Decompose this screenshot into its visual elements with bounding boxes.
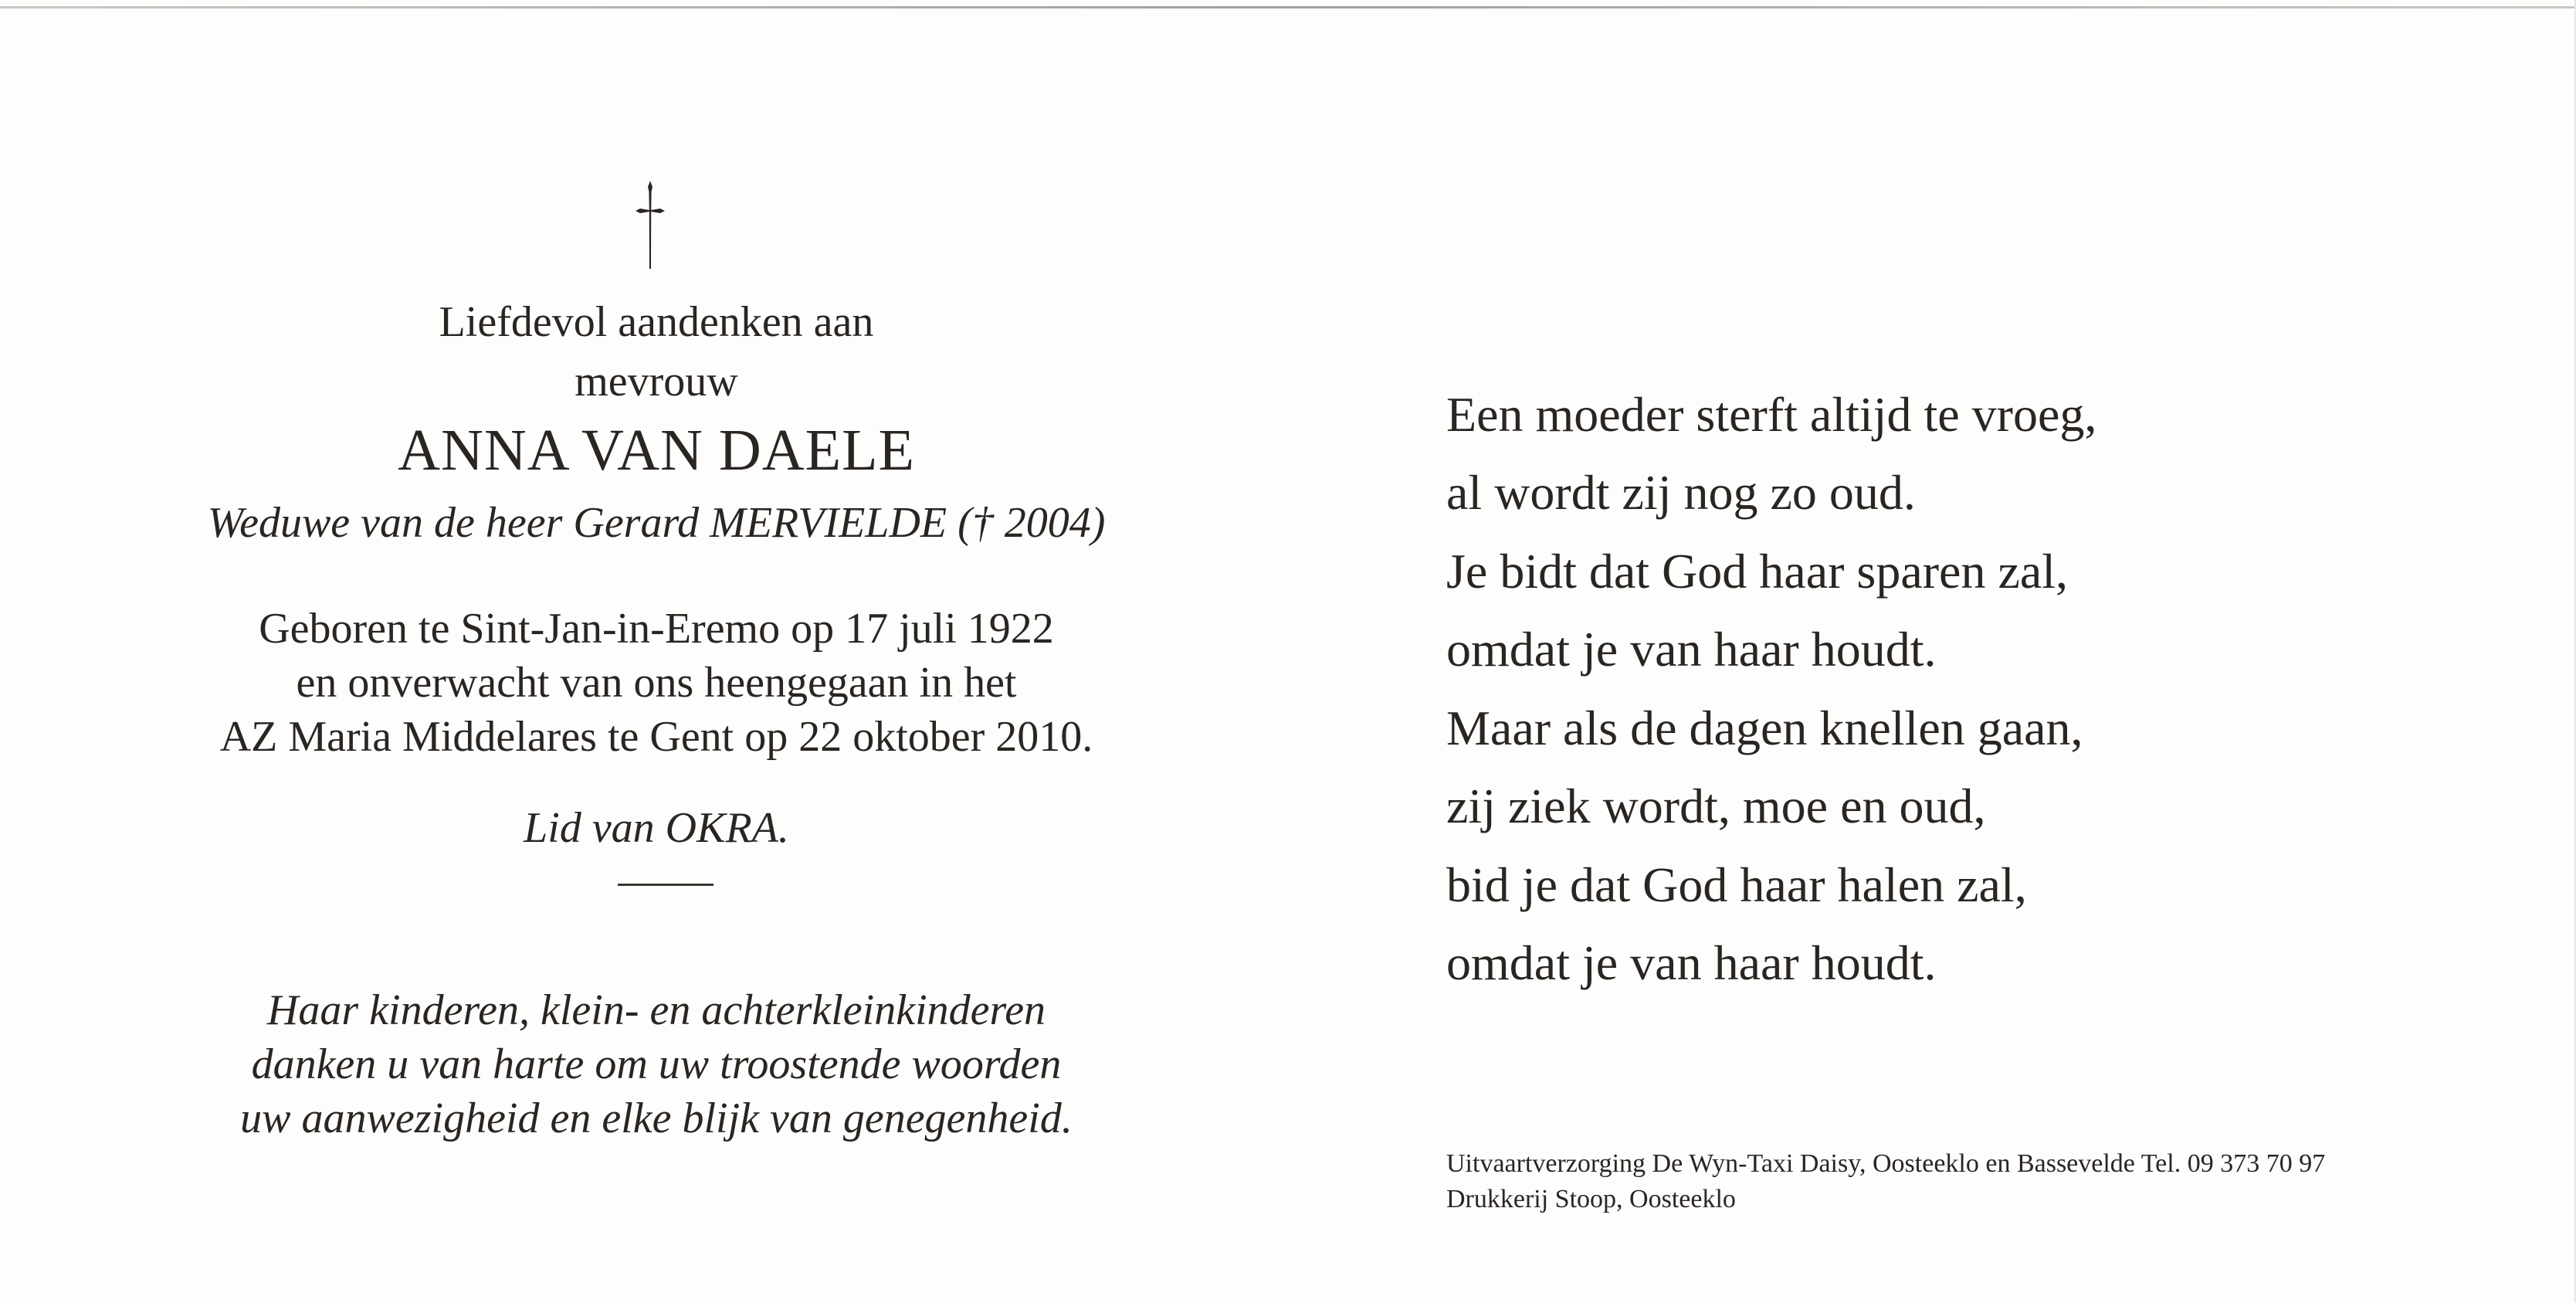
deceased-name: ANNA VAN DAELE [398, 418, 915, 483]
poem-line: Een moeder sterft altijd te vroeg, [1446, 387, 2097, 442]
poem-line: bid je dat God haar halen zal, [1446, 857, 2027, 912]
latin-cross-icon [634, 179, 666, 270]
title-prefix: mevrouw [575, 358, 738, 405]
poem-line: zij ziek wordt, moe en oud, [1446, 779, 1986, 833]
thanks-line: danken u van harte om uw troostende woorden [251, 1040, 1062, 1088]
death-line-2: AZ Maria Middelares te Gent op 22 oktober 2010. [219, 713, 1093, 761]
thanks-line: Haar kinderen, klein- en achterkleinkinderen [266, 986, 1046, 1034]
spouse-line: Weduwe van de heer Gerard MERVIELDE († 2004) [207, 499, 1106, 547]
poem-line: omdat je van haar houdt. [1446, 622, 1937, 677]
poem-line: Maar als de dagen knellen gaan, [1446, 701, 2083, 755]
poem-line: omdat je van haar houdt. [1446, 935, 1937, 990]
printer-line: Drukkerij Stoop, Oosteeklo [1446, 1185, 1736, 1213]
membership-line: Lid van OKRA. [524, 804, 789, 852]
poem-line: al wordt zij nog zo oud. [1446, 465, 1916, 520]
birth-line: Geboren te Sint-Jan-in-Eremo op 17 juli 1922 [259, 605, 1054, 653]
poem-line: Je bidt dat God haar sparen zal, [1446, 544, 2069, 599]
thanks-line: uw aanwezigheid en elke blijk van genegenheid. [240, 1094, 1073, 1142]
intro-text: Liefdevol aandenken aan [439, 298, 874, 346]
card-top-edge [0, 6, 2576, 8]
death-line-1: en onverwacht van ons heengegaan in het [296, 659, 1017, 707]
divider-rule [618, 884, 713, 886]
funeral-home-line: Uitvaartverzorging De Wyn-Taxi Daisy, Oosteeklo en Bassevelde Tel. 09 373 70 97 [1446, 1149, 2326, 1178]
